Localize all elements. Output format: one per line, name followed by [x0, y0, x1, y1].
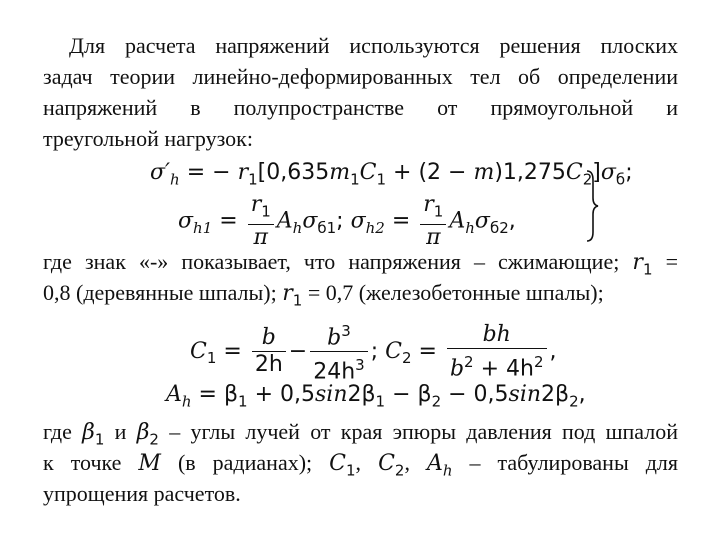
fraction-r1-pi-2: $\frac{r_1}{\pi}$: [420, 192, 446, 251]
fraction-bh-b2-4h2: $\frac{bh}{b^2 + 4h^2}$: [447, 322, 547, 382]
right-brace-icon: [585, 170, 599, 242]
beta-line-2: к точке M (в радианах); $C_1$, $C_2$, $A_h$ – табулированы для: [43, 450, 679, 480]
r1-paragraph: [43, 246, 678, 308]
intro-line-3: напряжений в полупространстве от прямоугольной и: [43, 95, 678, 120]
beta-paragraph: [43, 416, 678, 509]
intro-line-1: Для расчета напряжений используются решения плоских: [69, 33, 678, 58]
fraction-r1-pi-1: $\frac{r_1}{\pi}$: [248, 192, 274, 251]
beta-line-1: где $\beta_1$ и $\beta_2$ – углы лучей от края эпюры давления под шпалой: [43, 419, 678, 449]
equation-c1-c2: $C_1$ = $\frac{b}{2h}$ − $\frac{b^3}{24h^3}$ ; $C_2$ = $\frac{bh}{b^2 + 4h^2}$ ,: [190, 318, 557, 386]
fraction-b-2h: $\frac{b}{2h}$: [252, 325, 286, 378]
beta-line-3: упрощения расчетов.: [43, 481, 241, 506]
equation-ah: $A_h = \beta_1 + 0,5\sin 2\beta_1 - \beta_2 - 0,5\sin 2\beta_2$,: [166, 382, 586, 411]
r1-line-2: 0,8 (деревянные шпалы); $r_1 = 0,7$ (железобетонные шпалы);: [43, 280, 604, 310]
intro-line-2: задач теории линейно-деформированных тел об определении: [43, 64, 678, 89]
intro-line-4: треугольной нагрузок:: [43, 126, 253, 151]
equation-sigma-h1-h2: $\sigma_{h1}$ = $\frac{r_1}{\pi}$ $A_h\sigma_{б1}$; $\sigma_{h2}$ = $\frac{r_1}{\pi}$ $A_h\sigma_{б2}$,: [178, 192, 516, 251]
fraction-b3-24h3: $\frac{b^3}{24h^3}$: [310, 318, 367, 386]
intro-paragraph: [43, 30, 678, 154]
equation-sigma-h: $\sigma'_h$ = − $r_1[0,635m_1C_1 + (2 - m)1,275C_2]\sigma_б$;: [150, 160, 633, 189]
r1-line-1: где знак «-» показывает, что напряжения – сжимающие; $r_1$ =: [43, 249, 678, 279]
